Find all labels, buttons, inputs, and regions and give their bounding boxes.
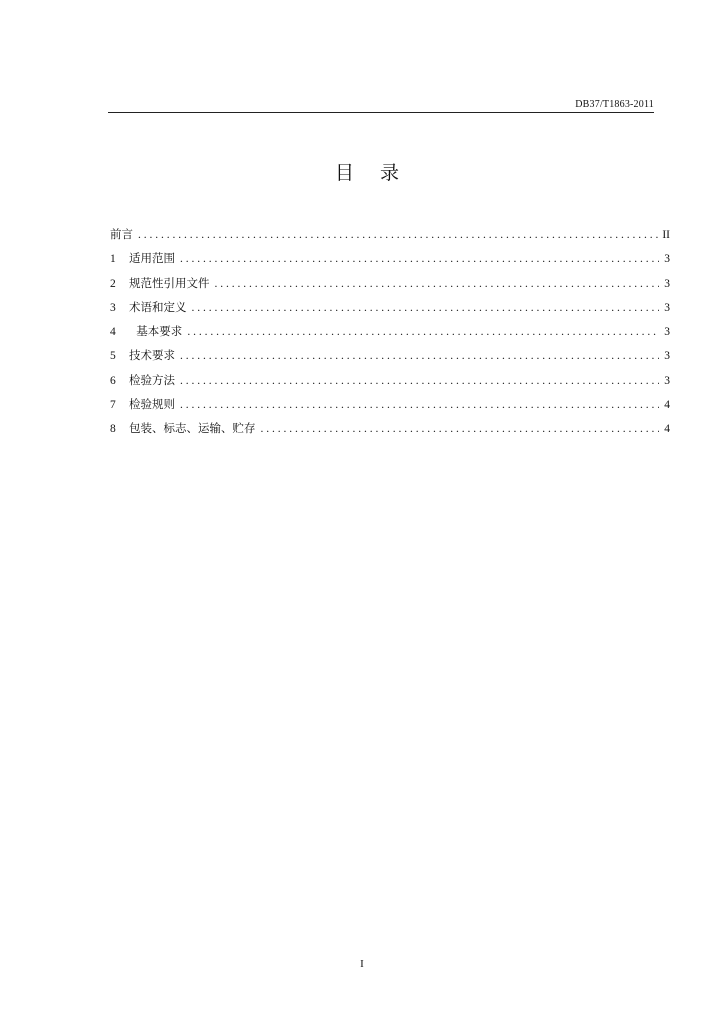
toc-leader-dots <box>138 229 659 241</box>
toc-entry-number: 3 <box>110 301 116 314</box>
toc-entry-text: 前言 <box>110 227 133 241</box>
toc-entry-number: 4 <box>110 326 116 339</box>
toc-page-number: 3 <box>664 301 670 314</box>
page-number: I <box>360 958 364 970</box>
toc-entry-number: 5 <box>110 350 116 363</box>
toc-page-number: 4 <box>664 423 670 436</box>
toc-page-number: 3 <box>664 277 670 290</box>
toc-entry-number: 8 <box>110 423 116 436</box>
toc-entry-text: 检验规则 <box>129 397 175 412</box>
toc-page-number: 3 <box>664 253 670 266</box>
toc-entry-8[interactable] <box>110 420 670 444</box>
toc-title: 目 录 <box>334 162 410 184</box>
toc-entry-2[interactable] <box>110 275 670 299</box>
toc-leader-dots <box>192 302 660 314</box>
toc-entry-5[interactable] <box>110 347 670 371</box>
toc-entry-number: 2 <box>110 277 116 290</box>
toc-page-number: 3 <box>664 374 670 387</box>
toc-leader-dots <box>180 375 659 387</box>
toc-entry-number: 6 <box>110 374 116 387</box>
toc-entry-7[interactable] <box>110 396 670 420</box>
toc-entry-number: 1 <box>110 253 116 266</box>
standard-code: DB37/T1863-2011 <box>575 99 654 110</box>
toc-page-number: 3 <box>664 326 670 339</box>
toc-entry-text: 规范性引用文件 <box>129 275 210 290</box>
toc-entry-preface[interactable] <box>110 226 670 250</box>
toc-entry-text: 基本要求 <box>129 324 183 339</box>
toc-leader-dots <box>215 278 660 290</box>
toc-entry-text: 包装、标志、运输、贮存 <box>129 421 256 436</box>
toc-entry-text: 检验方法 <box>129 372 175 387</box>
toc-entry-1[interactable] <box>110 250 670 274</box>
toc-leader-dots <box>180 350 659 362</box>
toc-leader-dots <box>187 326 659 338</box>
toc-entry-text: 技术要求 <box>129 348 175 363</box>
toc-page-number: 4 <box>664 399 670 412</box>
toc-entry-6[interactable] <box>110 372 670 396</box>
toc-leader-dots <box>180 399 659 411</box>
table-of-contents <box>110 226 670 445</box>
toc-entry-text: 术语和定义 <box>129 299 187 314</box>
toc-entry-text: 适用范围 <box>129 251 175 266</box>
toc-leader-dots <box>180 253 659 265</box>
toc-page-number: 3 <box>664 350 670 363</box>
toc-entry-3[interactable] <box>110 299 670 323</box>
header-rule <box>108 112 654 113</box>
toc-leader-dots <box>261 423 660 435</box>
toc-entry-4[interactable] <box>110 323 670 347</box>
toc-page-number: II <box>662 229 670 241</box>
toc-entry-number: 7 <box>110 399 116 412</box>
